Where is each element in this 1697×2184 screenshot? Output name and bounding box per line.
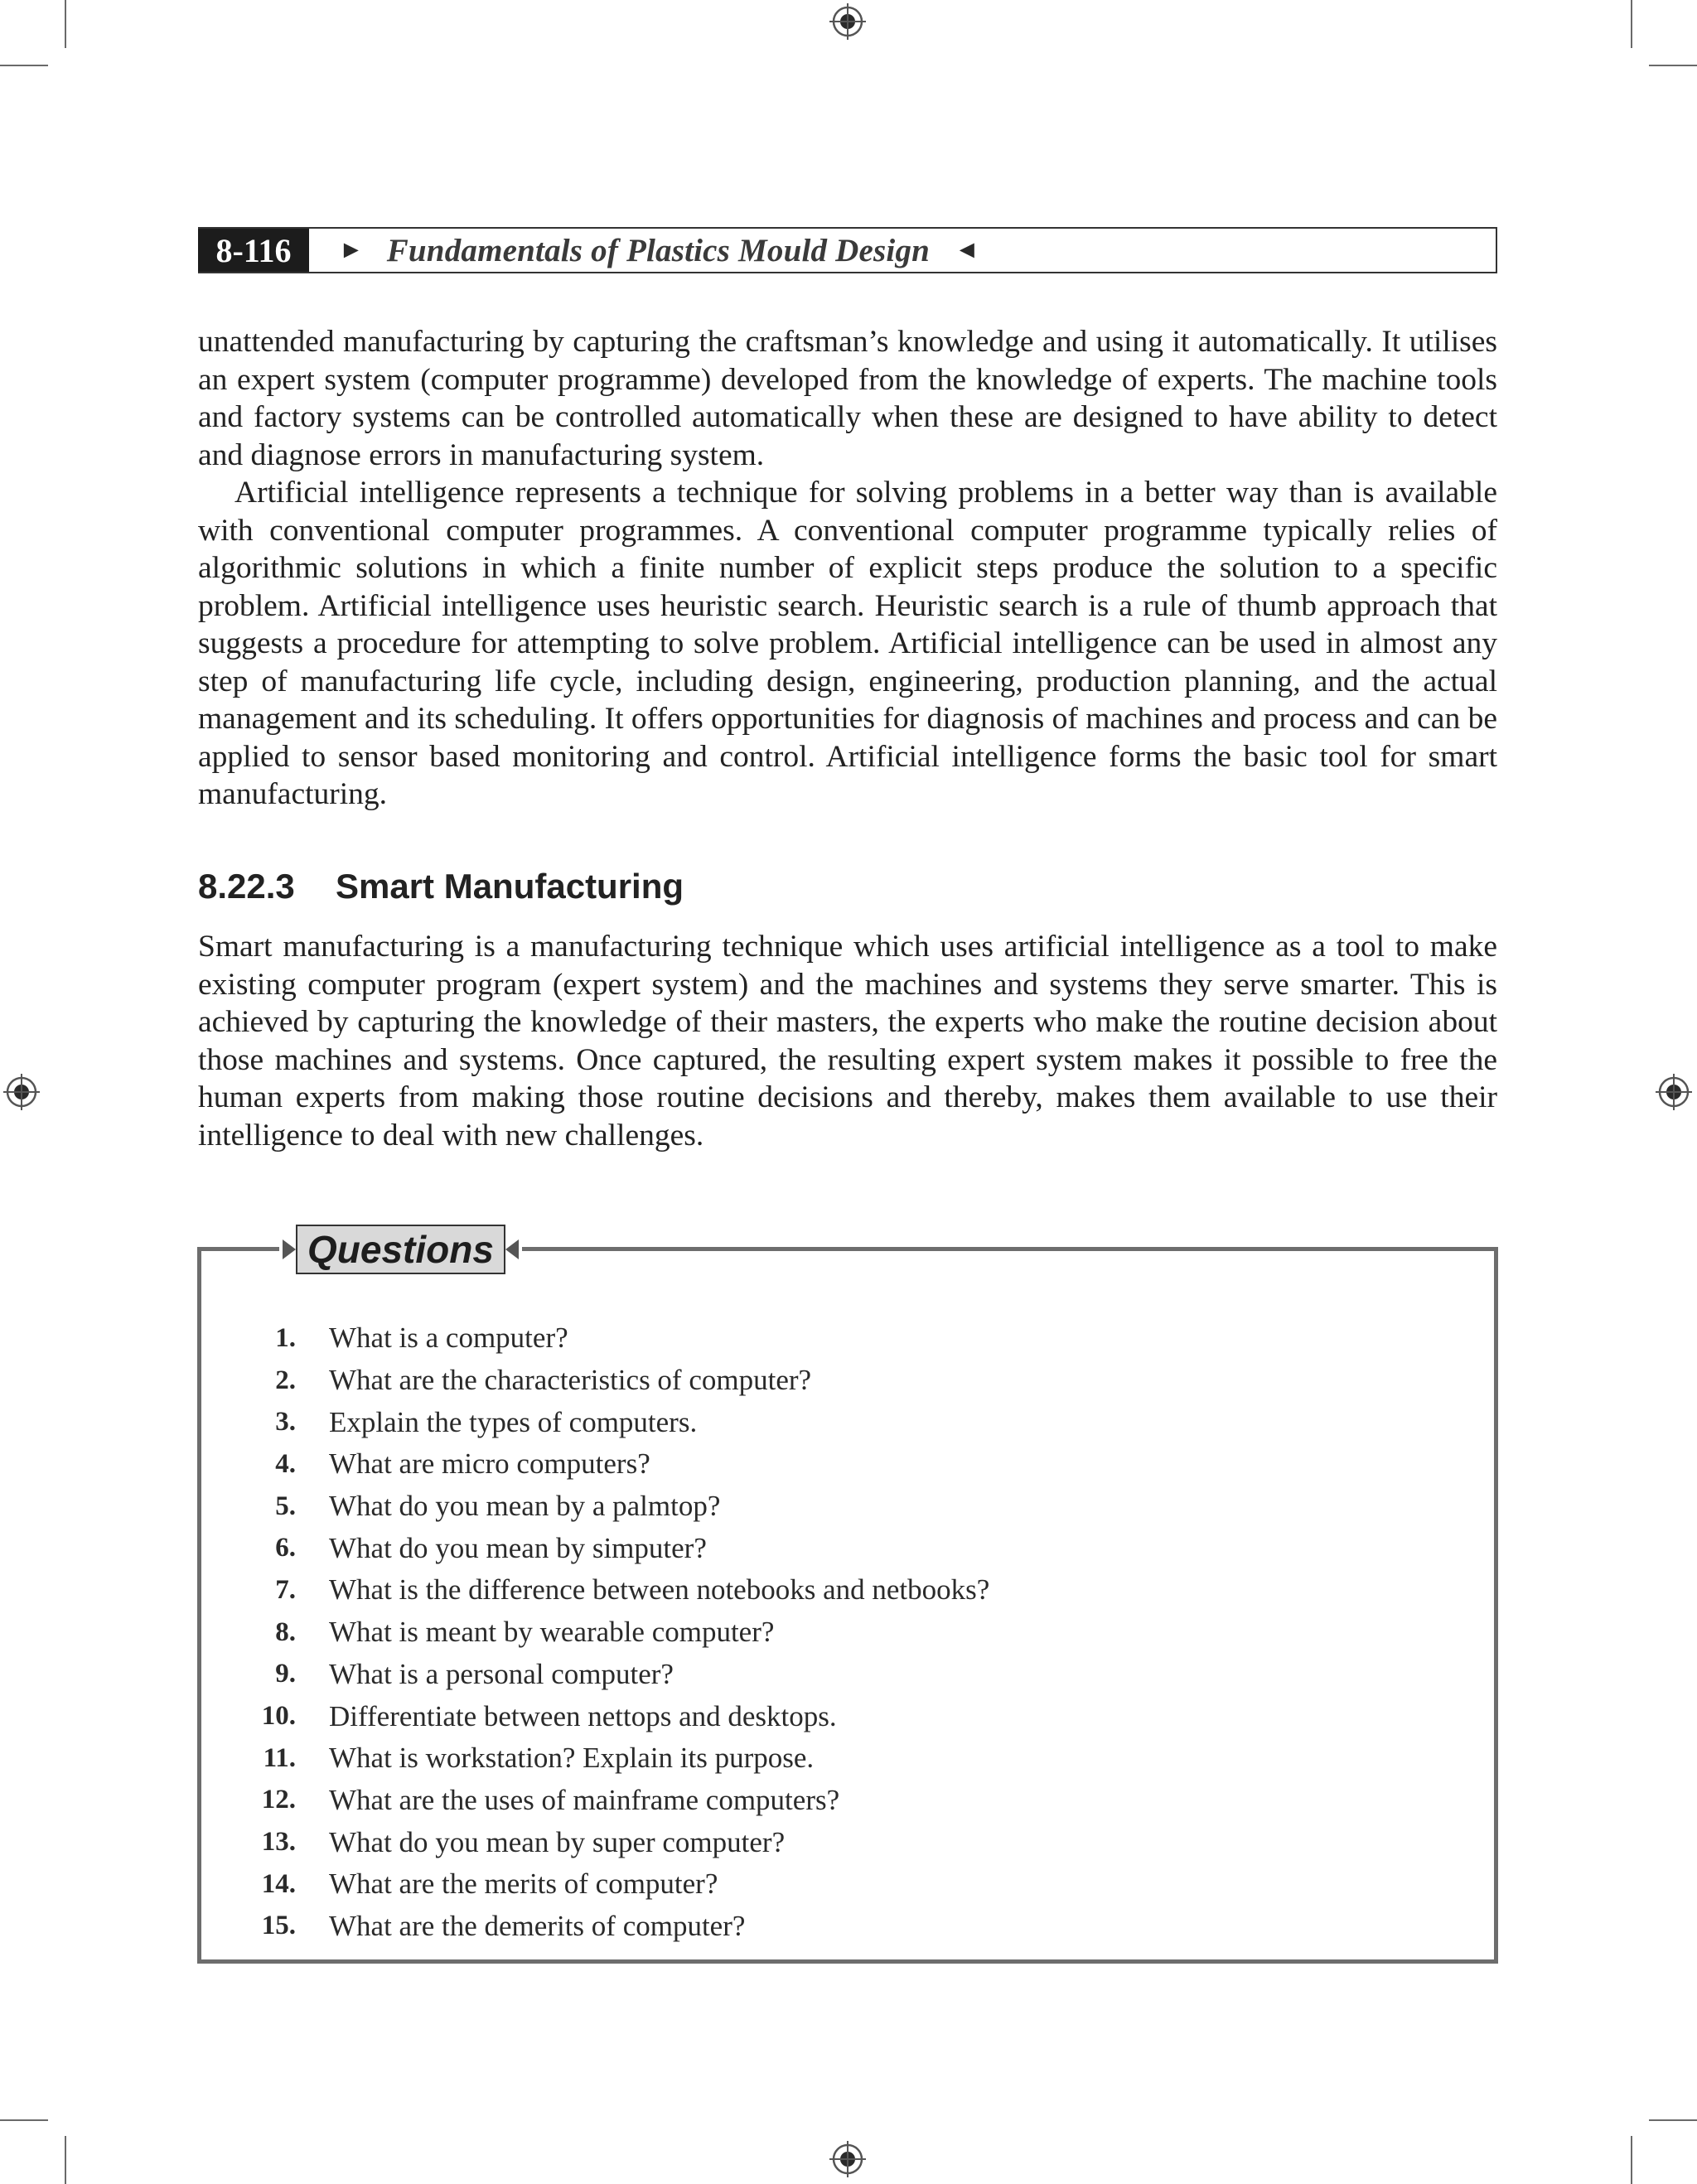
question-item (201, 1654, 1494, 1696)
crop-mark-top-left-vertical (65, 0, 66, 48)
question-text: Differentiate between nettops and desktops. (329, 1699, 837, 1732)
question-text: What do you mean by simputer? (329, 1531, 707, 1564)
page-number: 8-116 (198, 229, 309, 272)
question-number: 10. (261, 1701, 296, 1732)
section-paragraph: Smart manufacturing is a manufacturing technique which uses artificial intelligence as a tool to make existing computer program (expert system) and the machines and systems they serve smarter. This is achieved by capturing the knowledge of their masters, the experts who make the routine decision about those machines and systems. Once captured, the resulting expert system makes it possible to free the human experts from making those routine decisions and thereby, makes them available to use their intelligence to deal with new challenges. (198, 930, 1497, 1152)
body-paragraph: unattended manufacturing by capturing the craftsman’s knowledge and using it automatically. It utilises an expert system (computer programme) developed from the knowledge of experts. The machine tools and factory systems can be controlled automatically when these are designed to have ability to detect and diagnose errors in manufacturing system. (198, 325, 1497, 472)
arrow-right-icon: ► (339, 236, 364, 263)
question-item (201, 1906, 1494, 1948)
section-title: Smart Manufacturing (336, 867, 684, 906)
question-text: Explain the types of computers. (329, 1405, 698, 1438)
question-item (201, 1486, 1494, 1528)
crop-mark-bottom-left-horizontal (0, 2119, 48, 2121)
question-item (201, 1360, 1494, 1402)
section-body-text (198, 928, 1497, 1154)
question-text: What is meant by wearable computer? (329, 1616, 775, 1649)
question-text: What are micro computers? (329, 1447, 650, 1481)
registration-mark-bottom-icon (829, 2141, 866, 2177)
tab-arrow-left-icon (505, 1239, 519, 1259)
section-heading (198, 867, 684, 906)
question-number: 6. (275, 1533, 296, 1563)
question-text: What is a computer? (329, 1322, 568, 1355)
questions-title: Questions (296, 1225, 505, 1274)
body-paragraph: Artificial intelligence represents a technique for solving problems in a better way than is available with conventional computer programmes. A conventional computer programme typically relies of algorithmic solutions in which a finite number of explicit steps produce the solution to a specific problem. Artificial intelligence uses heuristic search. Heuristic search is a rule of thumb approach that suggests a procedure for attempting to solve problem. Artificial intelligence can be used in almost any step of manufacturing life cycle, including design, engineering, production planning, and the actual management and its scheduling. It offers opportunities for diagnosis of machines and process and can be applied to sensor based monitoring and control. Artificial intelligence forms the basic tool for smart manufacturing. (198, 476, 1497, 811)
question-number: 4. (275, 1448, 296, 1479)
crop-mark-bottom-right-vertical (1631, 2136, 1632, 2184)
question-number: 15. (261, 1911, 296, 1941)
question-text: What is a personal computer? (329, 1657, 674, 1690)
question-item (201, 1569, 1494, 1611)
registration-mark-right-icon (1656, 1074, 1692, 1110)
question-item (201, 1527, 1494, 1569)
question-text: What do you mean by super computer? (329, 1825, 786, 1858)
question-item (201, 1863, 1494, 1906)
question-number: 11. (263, 1742, 296, 1773)
question-item (201, 1443, 1494, 1486)
question-item (201, 1695, 1494, 1737)
crop-mark-top-right-vertical (1631, 0, 1632, 48)
question-number: 13. (261, 1827, 296, 1858)
question-number: 5. (275, 1491, 296, 1521)
question-item (201, 1821, 1494, 1863)
tab-arrow-right-icon (283, 1239, 296, 1259)
question-number: 2. (275, 1365, 296, 1395)
question-text: What do you mean by a palmtop? (329, 1490, 721, 1523)
question-item (201, 1611, 1494, 1654)
arrow-left-icon: ◄ (955, 236, 979, 263)
question-text: What are the characteristics of computer? (329, 1364, 812, 1397)
question-number: 12. (261, 1785, 296, 1815)
question-text: What are the merits of computer? (329, 1868, 718, 1901)
question-item (201, 1737, 1494, 1780)
question-number: 9. (275, 1659, 296, 1689)
question-number: 14. (261, 1868, 296, 1899)
question-item (201, 1317, 1494, 1360)
question-number: 1. (275, 1322, 296, 1353)
question-text: What are the demerits of computer? (329, 1909, 746, 1942)
question-text: What are the uses of mainframe computers? (329, 1783, 840, 1816)
question-item (201, 1780, 1494, 1822)
questions-tab (279, 1223, 522, 1276)
questions-box (197, 1228, 1498, 1964)
running-header (198, 227, 1497, 273)
book-title: Fundamentals of Plastics Mould Design (386, 232, 931, 268)
question-number: 7. (275, 1574, 296, 1605)
crop-mark-top-right-horizontal (1649, 65, 1697, 66)
question-number: 8. (275, 1616, 296, 1647)
crop-mark-top-left-horizontal (0, 65, 48, 66)
question-item (201, 1401, 1494, 1443)
body-text (198, 323, 1497, 814)
question-text: What is the difference between notebooks and netbooks? (329, 1573, 990, 1607)
questions-list (201, 1317, 1494, 1947)
crop-mark-bottom-left-vertical (65, 2136, 66, 2184)
crop-mark-bottom-right-horizontal (1649, 2119, 1697, 2121)
registration-mark-top-icon (829, 3, 866, 40)
registration-mark-left-icon (3, 1074, 40, 1110)
question-number: 3. (275, 1407, 296, 1437)
question-text: What is workstation? Explain its purpose. (329, 1742, 815, 1775)
section-number: 8.22.3 (198, 867, 295, 906)
